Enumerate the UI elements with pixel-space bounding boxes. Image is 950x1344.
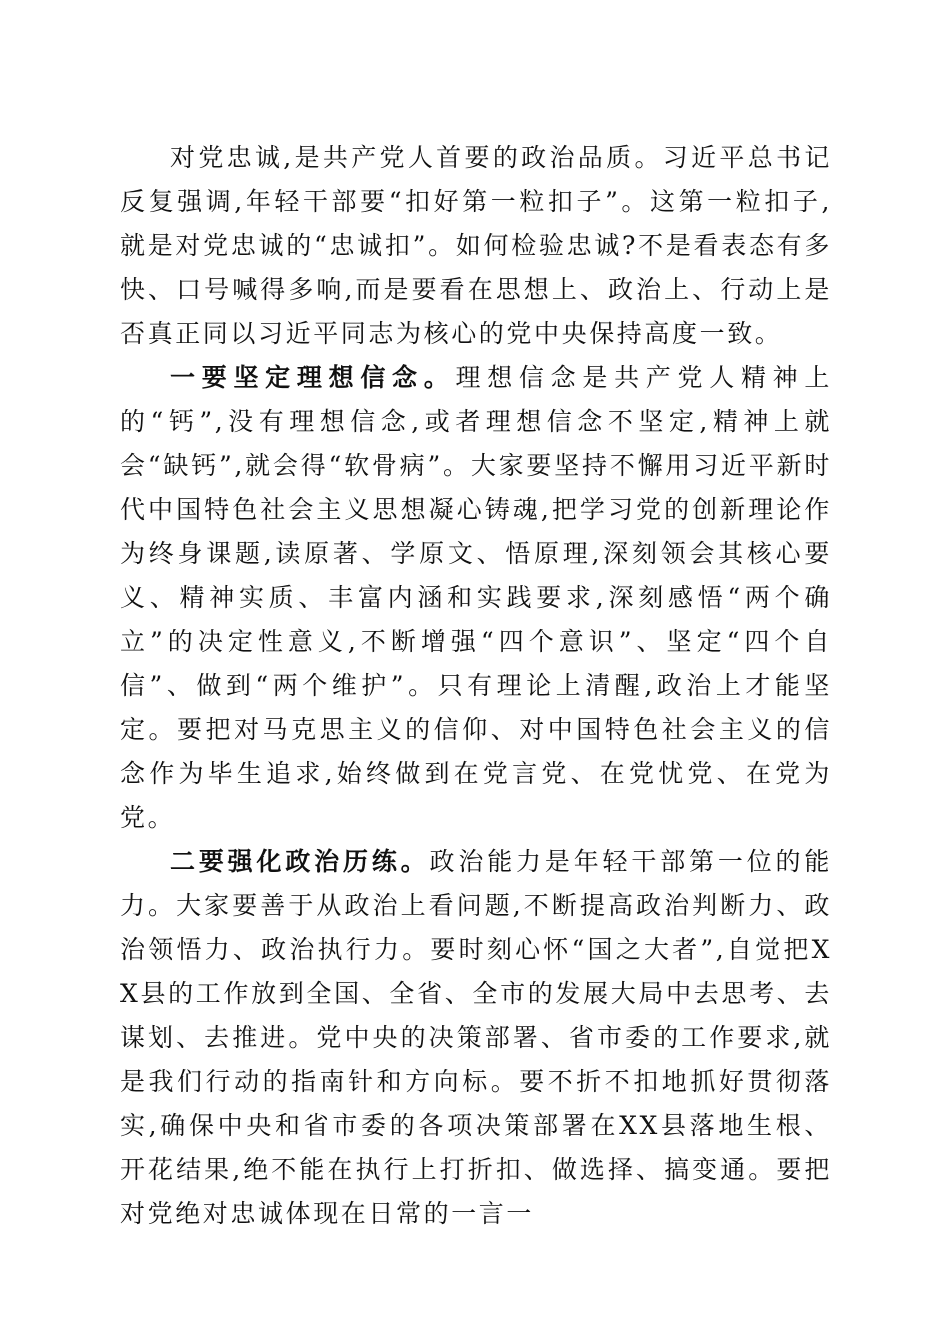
paragraph-ideals-beliefs-text: 理想信念是共产党人精神上的“钙”,没有理想信念,或者理想信念不坚定,精神上就会“缺钙”,就会得“软骨病”。大家要坚持不懈用习近平新时代中国特色社会主义思想凝心铸魂,把学习党的创新理论作为终身课题,读原著、学原文、悟原理,深刻领会其核心要义、精神实质、丰富内涵和实践要求,深刻感悟“两个确立”的决定性意义,不断增强“四个意识”、坚定“四个自信”、做到“两个维护”。只有理论上清醒,政治上才能坚定。要把对马克思主义的信仰、对中国特色社会主义的信念作为毕生追求,始终做到在党言党、在党忧党、在党为党。 <box>120 363 833 832</box>
paragraph-political-training <box>120 840 832 1236</box>
paragraph-ideals-beliefs-heading: 一要坚定理想信念。 <box>170 363 456 392</box>
paragraph-ideals-beliefs <box>120 356 832 840</box>
paragraph-intro <box>120 136 832 356</box>
paragraph-political-training-text: 政治能力是年轻干部第一位的能力。大家要善于从政治上看问题,不断提高政治判断力、政治领悟力、政治执行力。要时刻心怀“国之大者”,自觉把XX县的工作放到全国、全省、全市的发展大局中去思考、去谋划、去推进。党中央的决策部署、省市委的工作要求,就是我们行动的指南针和方向标。要不折不扣地抓好贯彻落实,确保中央和省市委的各项决策部署在XX县落地生根、开花结果,绝不能在执行上打折扣、做选择、搞变通。要把对党绝对忠诚体现在日常的一言一 <box>120 847 832 1228</box>
paragraph-intro-text: 对党忠诚,是共产党人首要的政治品质。习近平总书记反复强调,年轻干部要“扣好第一粒扣子”。这第一粒扣子,就是对党忠诚的“忠诚扣”。如何检验忠诚?不是看表态有多快、口号喊得多响,而是要看在思想上、政治上、行动上是否真正同以习近平同志为核心的党中央保持高度一致。 <box>120 143 832 348</box>
document-body <box>120 136 832 1236</box>
paragraph-political-training-heading: 二要强化政治历练。 <box>170 847 430 876</box>
